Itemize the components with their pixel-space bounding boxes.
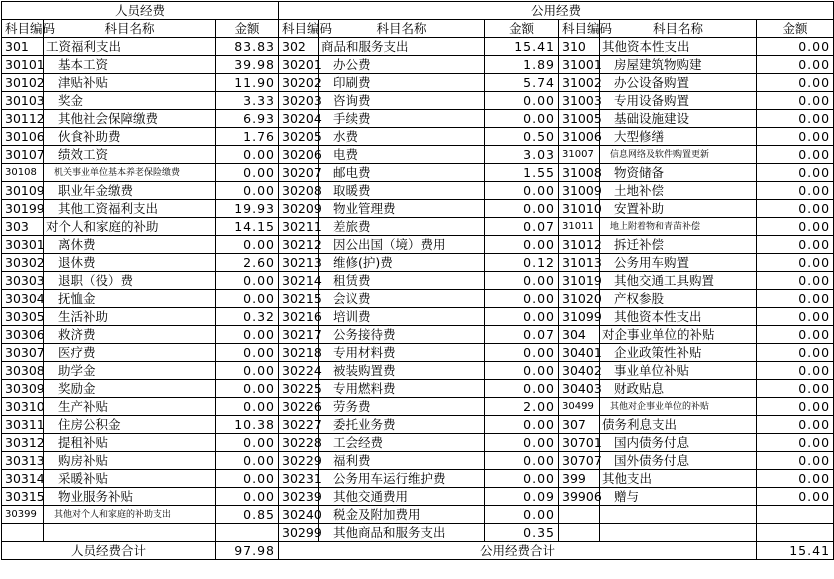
goods-services-amount-cell: 0.00	[485, 380, 559, 398]
public-total-amount: 15.41	[757, 542, 834, 560]
capital-other-name-cell: 安置补助	[600, 200, 757, 218]
capital-other-amount-cell: 0.00	[757, 362, 834, 380]
table-row	[2, 326, 834, 344]
goods-services-name-cell: 培训费	[319, 308, 485, 326]
capital-other-name-cell: 大型修缮	[600, 128, 757, 146]
goods-services-amount-cell: 0.00	[485, 236, 559, 254]
goods-services-code-cell: 30217	[279, 326, 319, 344]
goods-services-name-cell: 咨询费	[319, 92, 485, 110]
personnel-amount-cell: 0.00	[216, 290, 279, 308]
col-name-header: 科目名称	[44, 20, 216, 38]
capital-other-code-cell: 31010	[559, 200, 600, 218]
personnel-name-cell: 基本工资	[44, 56, 216, 74]
goods-services-name-cell: 取暖费	[319, 182, 485, 200]
goods-services-amount-cell: 1.55	[485, 164, 559, 182]
goods-services-amount-cell: 0.09	[485, 488, 559, 506]
goods-services-name-cell: 水费	[319, 128, 485, 146]
capital-other-amount-cell: 0.00	[757, 164, 834, 182]
goods-services-name-cell: 手续费	[319, 110, 485, 128]
goods-services-amount-cell: 0.00	[485, 182, 559, 200]
capital-other-amount-cell	[757, 524, 834, 542]
goods-services-name-cell: 物业管理费	[319, 200, 485, 218]
goods-services-amount-cell: 0.00	[485, 434, 559, 452]
goods-services-amount-cell: 1.89	[485, 56, 559, 74]
capital-other-code-cell: 31013	[559, 254, 600, 272]
capital-other-name-cell: 企业政策性补贴	[600, 344, 757, 362]
personnel-amount-cell: 0.00	[216, 164, 279, 182]
capital-other-name-cell: 债务利息支出	[600, 416, 757, 434]
goods-services-name-cell: 印刷费	[319, 74, 485, 92]
capital-other-code-cell: 31003	[559, 92, 600, 110]
goods-services-amount-cell: 5.74	[485, 74, 559, 92]
capital-other-name-cell: 产权参股	[600, 290, 757, 308]
personnel-name-cell: 其他工资福利支出	[44, 200, 216, 218]
personnel-code-cell: 30312	[2, 434, 44, 452]
goods-services-code-cell: 30207	[279, 164, 319, 182]
goods-services-name-cell: 邮电费	[319, 164, 485, 182]
capital-other-amount-cell: 0.00	[757, 236, 834, 254]
goods-services-amount-cell: 15.41	[485, 38, 559, 56]
goods-services-code-cell: 30211	[279, 218, 319, 236]
capital-other-amount-cell: 0.00	[757, 470, 834, 488]
table-row	[2, 128, 834, 146]
goods-services-amount-cell: 0.07	[485, 326, 559, 344]
goods-services-amount-cell: 0.12	[485, 254, 559, 272]
goods-services-name-cell: 工会经费	[319, 434, 485, 452]
capital-other-name-cell	[600, 524, 757, 542]
capital-other-code-cell: 31009	[559, 182, 600, 200]
capital-other-name-cell: 事业单位补贴	[600, 362, 757, 380]
table-row	[2, 272, 834, 290]
personnel-name-cell: 生活补助	[44, 308, 216, 326]
capital-other-name-cell: 其他资本性支出	[600, 38, 757, 56]
goods-services-code-cell: 30214	[279, 272, 319, 290]
goods-services-code-cell: 30225	[279, 380, 319, 398]
goods-services-name-cell: 专用燃料费	[319, 380, 485, 398]
personnel-amount-cell: 0.00	[216, 380, 279, 398]
capital-other-name-cell: 赠与	[600, 488, 757, 506]
goods-services-name-cell: 税金及附加费用	[319, 506, 485, 524]
personnel-code-cell: 30309	[2, 380, 44, 398]
capital-other-amount-cell: 0.00	[757, 146, 834, 164]
capital-other-amount-cell: 0.00	[757, 56, 834, 74]
capital-other-code-cell: 399	[559, 470, 600, 488]
capital-other-code-cell	[559, 506, 600, 524]
goods-services-code-cell: 30205	[279, 128, 319, 146]
capital-other-code-cell: 31019	[559, 272, 600, 290]
goods-services-amount-cell: 0.07	[485, 218, 559, 236]
goods-services-name-cell: 因公出国（境）费用	[319, 236, 485, 254]
capital-other-code-cell: 31011	[559, 218, 600, 236]
personnel-amount-cell: 0.00	[216, 470, 279, 488]
capital-other-name-cell: 地上附着物和青苗补偿	[600, 218, 757, 236]
table-row	[2, 218, 834, 236]
personnel-code-cell: 30304	[2, 290, 44, 308]
personnel-code-cell	[2, 524, 44, 542]
personnel-amount-cell: 0.00	[216, 182, 279, 200]
goods-services-name-cell: 其他交通费用	[319, 488, 485, 506]
table-row	[2, 452, 834, 470]
personnel-code-cell: 30315	[2, 488, 44, 506]
personnel-name-cell: 医疗费	[44, 344, 216, 362]
goods-services-amount-cell: 2.00	[485, 398, 559, 416]
goods-services-code-cell: 30216	[279, 308, 319, 326]
goods-services-name-cell: 公务接待费	[319, 326, 485, 344]
goods-services-amount-cell: 0.50	[485, 128, 559, 146]
capital-other-amount-cell: 0.00	[757, 416, 834, 434]
capital-other-code-cell: 31002	[559, 74, 600, 92]
capital-other-name-cell: 国外债务付息	[600, 452, 757, 470]
personnel-amount-cell: 19.93	[216, 200, 279, 218]
capital-other-amount-cell: 0.00	[757, 218, 834, 236]
table-row	[2, 362, 834, 380]
capital-other-code-cell: 30707	[559, 452, 600, 470]
capital-other-name-cell: 办公设备购置	[600, 74, 757, 92]
personnel-code-cell: 30311	[2, 416, 44, 434]
capital-other-amount-cell: 0.00	[757, 200, 834, 218]
section-header-row	[2, 2, 834, 20]
goods-services-amount-cell: 0.00	[485, 290, 559, 308]
table-row	[2, 164, 834, 182]
goods-services-code-cell: 30209	[279, 200, 319, 218]
public-section-title: 公用经费	[279, 2, 834, 20]
capital-other-name-cell: 其他支出	[600, 470, 757, 488]
goods-services-amount-cell: 3.03	[485, 146, 559, 164]
personnel-name-cell: 物业服务补贴	[44, 488, 216, 506]
table-row	[2, 182, 834, 200]
goods-services-name-cell: 劳务费	[319, 398, 485, 416]
personnel-amount-cell: 0.00	[216, 272, 279, 290]
goods-services-code-cell: 30229	[279, 452, 319, 470]
table-row	[2, 524, 834, 542]
personnel-name-cell: 伙食补助费	[44, 128, 216, 146]
capital-other-code-cell	[559, 524, 600, 542]
col-amount-header: 金额	[757, 20, 834, 38]
personnel-amount-cell: 83.83	[216, 38, 279, 56]
capital-other-code-cell: 31007	[559, 146, 600, 164]
capital-other-code-cell: 31099	[559, 308, 600, 326]
personnel-code-cell: 30303	[2, 272, 44, 290]
personnel-name-cell: 工资福利支出	[44, 38, 216, 56]
capital-other-code-cell: 31005	[559, 110, 600, 128]
goods-services-code-cell: 30201	[279, 56, 319, 74]
goods-services-amount-cell: 0.00	[485, 272, 559, 290]
personnel-name-cell: 离休费	[44, 236, 216, 254]
capital-other-name-cell: 物资储备	[600, 164, 757, 182]
capital-other-code-cell: 30701	[559, 434, 600, 452]
capital-other-amount-cell: 0.00	[757, 380, 834, 398]
personnel-code-cell: 30103	[2, 92, 44, 110]
capital-other-name-cell: 其他交通工具购置	[600, 272, 757, 290]
table-row	[2, 92, 834, 110]
goods-services-name-cell: 被装购置费	[319, 362, 485, 380]
goods-services-amount-cell: 0.00	[485, 506, 559, 524]
capital-other-name-cell: 专用设备购置	[600, 92, 757, 110]
goods-services-name-cell: 商品和服务支出	[319, 38, 485, 56]
personnel-name-cell: 采暖补贴	[44, 470, 216, 488]
capital-other-amount-cell: 0.00	[757, 344, 834, 362]
personnel-code-cell: 30107	[2, 146, 44, 164]
goods-services-amount-cell: 0.00	[485, 344, 559, 362]
capital-other-code-cell: 39906	[559, 488, 600, 506]
table-row	[2, 308, 834, 326]
col-name-header: 科目名称	[319, 20, 485, 38]
col-code-header: 科目编码	[279, 20, 319, 38]
personnel-code-cell: 301	[2, 38, 44, 56]
table-row	[2, 434, 834, 452]
capital-other-amount-cell: 0.00	[757, 110, 834, 128]
capital-other-amount-cell: 0.00	[757, 92, 834, 110]
goods-services-name-cell: 公务用车运行维护费	[319, 470, 485, 488]
personnel-name-cell: 救济费	[44, 326, 216, 344]
goods-services-name-cell: 会议费	[319, 290, 485, 308]
goods-services-name-cell: 委托业务费	[319, 416, 485, 434]
capital-other-name-cell: 房屋建筑物购建	[600, 56, 757, 74]
capital-other-amount-cell: 0.00	[757, 128, 834, 146]
personnel-code-cell: 30313	[2, 452, 44, 470]
capital-other-name-cell: 对企事业单位的补贴	[600, 326, 757, 344]
capital-other-name-cell: 其他资本性支出	[600, 308, 757, 326]
capital-other-name-cell	[600, 506, 757, 524]
personnel-code-cell: 30307	[2, 344, 44, 362]
table-row	[2, 506, 834, 524]
personnel-name-cell: 奖金	[44, 92, 216, 110]
goods-services-name-cell: 电费	[319, 146, 485, 164]
table-row	[2, 200, 834, 218]
goods-services-code-cell: 30203	[279, 92, 319, 110]
personnel-code-cell: 303	[2, 218, 44, 236]
personnel-code-cell: 30106	[2, 128, 44, 146]
capital-other-amount-cell	[757, 506, 834, 524]
goods-services-amount-cell: 0.00	[485, 92, 559, 110]
personnel-amount-cell: 0.00	[216, 398, 279, 416]
capital-other-amount-cell: 0.00	[757, 74, 834, 92]
personnel-amount-cell: 1.76	[216, 128, 279, 146]
table-row	[2, 470, 834, 488]
personnel-amount-cell: 11.90	[216, 74, 279, 92]
table-row	[2, 56, 834, 74]
capital-other-code-cell: 31008	[559, 164, 600, 182]
goods-services-code-cell: 30208	[279, 182, 319, 200]
table-row	[2, 416, 834, 434]
goods-services-amount-cell: 0.00	[485, 452, 559, 470]
col-code-header: 科目编码	[2, 20, 44, 38]
capital-other-amount-cell: 0.00	[757, 182, 834, 200]
capital-other-amount-cell: 0.00	[757, 308, 834, 326]
public-total-label: 公用经费合计	[279, 542, 757, 560]
capital-other-code-cell: 30499	[559, 398, 600, 416]
personnel-name-cell: 生产补贴	[44, 398, 216, 416]
capital-other-name-cell: 信息网络及软件购置更新	[600, 146, 757, 164]
totals-row	[2, 542, 834, 560]
personnel-code-cell: 30102	[2, 74, 44, 92]
table-row	[2, 380, 834, 398]
capital-other-code-cell: 30403	[559, 380, 600, 398]
personnel-amount-cell: 39.98	[216, 56, 279, 74]
personnel-name-cell: 退休费	[44, 254, 216, 272]
personnel-name-cell: 津贴补贴	[44, 74, 216, 92]
capital-other-amount-cell: 0.00	[757, 38, 834, 56]
capital-other-amount-cell: 0.00	[757, 488, 834, 506]
personnel-name-cell: 职业年金缴费	[44, 182, 216, 200]
col-name-header: 科目名称	[600, 20, 757, 38]
capital-other-amount-cell: 0.00	[757, 326, 834, 344]
capital-other-code-cell: 307	[559, 416, 600, 434]
personnel-name-cell: 购房补贴	[44, 452, 216, 470]
goods-services-amount-cell: 0.00	[485, 110, 559, 128]
table-row	[2, 74, 834, 92]
personnel-amount-cell: 0.00	[216, 326, 279, 344]
personnel-code-cell: 30109	[2, 182, 44, 200]
goods-services-code-cell: 30228	[279, 434, 319, 452]
goods-services-name-cell: 差旅费	[319, 218, 485, 236]
personnel-name-cell: 住房公积金	[44, 416, 216, 434]
personnel-code-cell: 30308	[2, 362, 44, 380]
capital-other-amount-cell: 0.00	[757, 434, 834, 452]
col-amount-header: 金额	[485, 20, 559, 38]
personnel-code-cell: 30305	[2, 308, 44, 326]
personnel-total-label: 人员经费合计	[2, 542, 216, 560]
personnel-amount-cell: 2.60	[216, 254, 279, 272]
personnel-name-cell: 助学金	[44, 362, 216, 380]
table-row	[2, 146, 834, 164]
table-row	[2, 290, 834, 308]
personnel-code-cell: 30399	[2, 506, 44, 524]
goods-services-name-cell: 其他商品和服务支出	[319, 524, 485, 542]
goods-services-code-cell: 30202	[279, 74, 319, 92]
personnel-amount-cell: 0.85	[216, 506, 279, 524]
personnel-amount-cell: 0.00	[216, 344, 279, 362]
personnel-name-cell: 绩效工资	[44, 146, 216, 164]
goods-services-name-cell: 福利费	[319, 452, 485, 470]
capital-other-name-cell: 土地补偿	[600, 182, 757, 200]
personnel-code-cell: 30302	[2, 254, 44, 272]
goods-services-code-cell: 302	[279, 38, 319, 56]
capital-other-name-cell: 财政贴息	[600, 380, 757, 398]
personnel-name-cell: 其他社会保障缴费	[44, 110, 216, 128]
capital-other-code-cell: 31001	[559, 56, 600, 74]
table-row	[2, 344, 834, 362]
column-header-row	[2, 20, 834, 38]
table-row	[2, 254, 834, 272]
personnel-total-amount: 97.98	[216, 542, 279, 560]
goods-services-code-cell: 30224	[279, 362, 319, 380]
goods-services-amount-cell: 0.00	[485, 200, 559, 218]
goods-services-name-cell: 租赁费	[319, 272, 485, 290]
table-row	[2, 488, 834, 506]
table-row	[2, 236, 834, 254]
capital-other-code-cell: 30402	[559, 362, 600, 380]
personnel-amount-cell: 0.00	[216, 452, 279, 470]
goods-services-amount-cell: 0.00	[485, 308, 559, 326]
capital-other-code-cell: 30401	[559, 344, 600, 362]
goods-services-name-cell: 专用材料费	[319, 344, 485, 362]
capital-other-name-cell: 拆迁补偿	[600, 236, 757, 254]
goods-services-code-cell: 30206	[279, 146, 319, 164]
personnel-code-cell: 30306	[2, 326, 44, 344]
personnel-name-cell: 机关事业单位基本养老保险缴费	[44, 164, 216, 182]
goods-services-code-cell: 30226	[279, 398, 319, 416]
capital-other-code-cell: 31006	[559, 128, 600, 146]
personnel-code-cell: 30310	[2, 398, 44, 416]
personnel-code-cell: 30301	[2, 236, 44, 254]
personnel-amount-cell: 14.15	[216, 218, 279, 236]
capital-other-code-cell: 304	[559, 326, 600, 344]
goods-services-amount-cell: 0.35	[485, 524, 559, 542]
capital-other-amount-cell: 0.00	[757, 290, 834, 308]
col-code-header: 科目编码	[559, 20, 600, 38]
personnel-amount-cell: 3.33	[216, 92, 279, 110]
personnel-name-cell	[44, 524, 216, 542]
capital-other-name-cell: 基础设施建设	[600, 110, 757, 128]
capital-other-code-cell: 31020	[559, 290, 600, 308]
personnel-amount-cell: 0.00	[216, 434, 279, 452]
goods-services-code-cell: 30215	[279, 290, 319, 308]
goods-services-code-cell: 30240	[279, 506, 319, 524]
personnel-amount-cell: 6.93	[216, 110, 279, 128]
capital-other-name-cell: 其他对企事业单位的补贴	[600, 398, 757, 416]
capital-other-amount-cell: 0.00	[757, 254, 834, 272]
goods-services-name-cell: 维修(护)费	[319, 254, 485, 272]
expense-table	[1, 1, 834, 560]
goods-services-amount-cell: 0.00	[485, 416, 559, 434]
personnel-amount-cell: 0.00	[216, 488, 279, 506]
table-row	[2, 110, 834, 128]
goods-services-name-cell: 办公费	[319, 56, 485, 74]
personnel-name-cell: 奖励金	[44, 380, 216, 398]
capital-other-name-cell: 国内债务付息	[600, 434, 757, 452]
capital-other-code-cell: 31012	[559, 236, 600, 254]
personnel-amount-cell	[216, 524, 279, 542]
goods-services-code-cell: 30227	[279, 416, 319, 434]
personnel-name-cell: 退职（役）费	[44, 272, 216, 290]
personnel-code-cell: 30108	[2, 164, 44, 182]
personnel-code-cell: 30199	[2, 200, 44, 218]
personnel-amount-cell: 10.38	[216, 416, 279, 434]
table-row	[2, 38, 834, 56]
personnel-amount-cell: 0.00	[216, 362, 279, 380]
col-amount-header: 金额	[216, 20, 279, 38]
goods-services-amount-cell: 0.00	[485, 362, 559, 380]
personnel-amount-cell: 0.00	[216, 236, 279, 254]
goods-services-code-cell: 30212	[279, 236, 319, 254]
personnel-section-title: 人员经费	[2, 2, 279, 20]
capital-other-name-cell: 公务用车购置	[600, 254, 757, 272]
personnel-name-cell: 抚恤金	[44, 290, 216, 308]
goods-services-code-cell: 30231	[279, 470, 319, 488]
capital-other-amount-cell: 0.00	[757, 272, 834, 290]
capital-other-code-cell: 310	[559, 38, 600, 56]
personnel-code-cell: 30101	[2, 56, 44, 74]
personnel-code-cell: 30112	[2, 110, 44, 128]
goods-services-code-cell: 30213	[279, 254, 319, 272]
personnel-name-cell: 对个人和家庭的补助	[44, 218, 216, 236]
goods-services-code-cell: 30239	[279, 488, 319, 506]
personnel-amount-cell: 0.00	[216, 146, 279, 164]
goods-services-code-cell: 30204	[279, 110, 319, 128]
personnel-name-cell: 其他对个人和家庭的补助支出	[44, 506, 216, 524]
personnel-name-cell: 提租补贴	[44, 434, 216, 452]
capital-other-amount-cell: 0.00	[757, 398, 834, 416]
personnel-amount-cell: 0.32	[216, 308, 279, 326]
capital-other-amount-cell: 0.00	[757, 452, 834, 470]
personnel-code-cell: 30314	[2, 470, 44, 488]
goods-services-code-cell: 30299	[279, 524, 319, 542]
goods-services-amount-cell: 0.00	[485, 470, 559, 488]
goods-services-code-cell: 30218	[279, 344, 319, 362]
table-row	[2, 398, 834, 416]
